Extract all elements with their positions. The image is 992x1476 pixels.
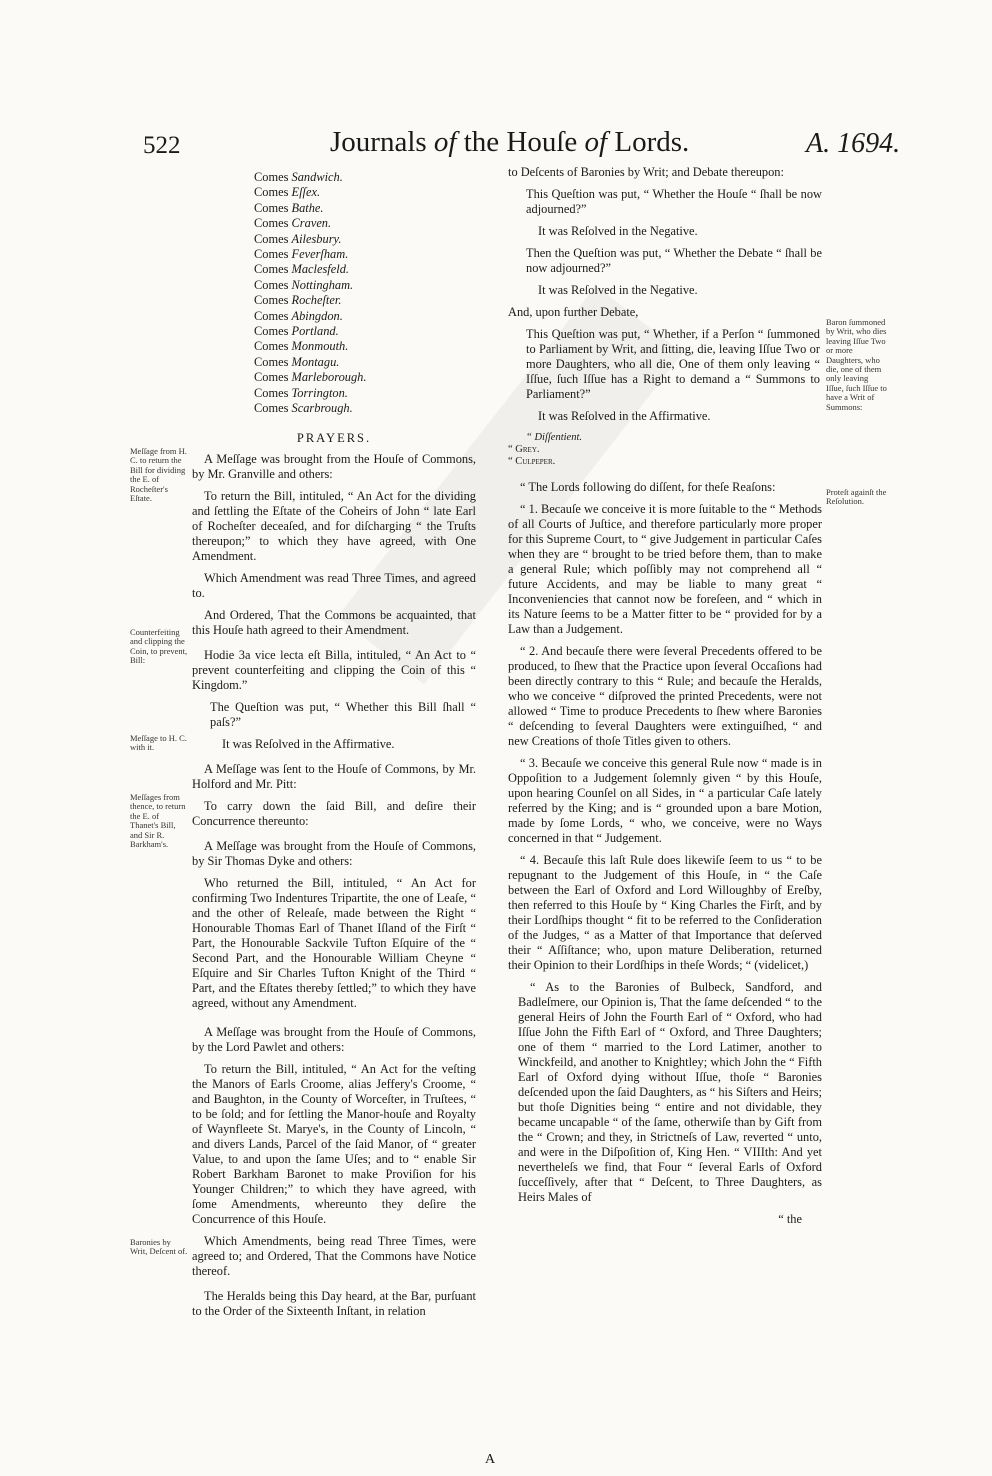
peer-title: Bathe. — [291, 200, 324, 215]
paragraph: A Meſſage was brought from the Houſe of Commons, by the Lord Pawlet and others: — [192, 1024, 476, 1054]
peer-entry — [192, 232, 476, 247]
peer-rank: Comes — [254, 216, 292, 231]
peer-entry — [192, 247, 476, 262]
peer-entry — [192, 293, 476, 308]
margin-note: Meſſage to H. C. with it. — [130, 733, 187, 753]
quoted-opinion: “ As to the Baronies of Bulbeck, Sandford, and Badleſmere, our Opinion is, That the ſame deſcended “ to the general Heirs of John the Fourth Earl of “ Oxford, who had Iſſue John the Fifth Earl of “ Oxford, and Three Daughters; one of them “ married to the Lord Latimer, another to Winckfeild, and another to Knightley; which John the “ Fifth Earl of Oxford dying without Iſſue, thoſe “ Baronies deſcended upon the ſaid Daughters, as “ his Siſters and Heirs; but thoſe Dignities being “ entire and not dividable, they became uncapable “ of the ſame, otherwiſe than by Gift from the “ Crown; and they, in Strictneſs of Law, reverted “ unto, and were in the Diſpoſition of, King Hen. “ VIIIth: And yet nevertheleſs we find, that Four “ ſeveral Earls of Oxford ſucceſſively, after that “ Deſcent, to Three Daughters, as Heirs Males of — [518, 980, 822, 1204]
title-part: Journals — [330, 126, 434, 158]
paragraph: To return the Bill, intituled, “ An Act for the dividing and ſettling the Eſtate of the Coheirs of John “ late Earl of Rocheſter deceaſed, and for diſcharging “ the Truſts thereupon;” to which they have agreed, with One Amendment. — [192, 488, 476, 563]
question: Then the Queſtion was put, “ Whether the Debate “ ſhall be now adjourned?” — [526, 246, 822, 275]
peer-title: Nottingham. — [291, 277, 354, 292]
page-number: 522 — [143, 132, 181, 159]
peer-entry — [192, 185, 476, 200]
peer-rank: Comes — [254, 401, 292, 416]
peer-rank: Comes — [254, 293, 292, 308]
peer-entry — [192, 324, 476, 339]
page-title — [330, 126, 689, 159]
paragraph: Which Amendment was read Three Times, and agreed to. — [192, 570, 476, 600]
peer-entry — [192, 309, 476, 324]
resolution: It was Reſolved in the Negative. — [538, 283, 698, 297]
title-part: Lords. — [607, 126, 690, 158]
peer-rank: Comes — [254, 385, 292, 400]
peer-rank: Comes — [254, 185, 292, 200]
right-column — [508, 165, 822, 1227]
dissent-name: “ Grey. — [508, 444, 540, 455]
resolution: It was Reſolved in the Negative. — [538, 224, 698, 238]
peer-rank: Comes — [254, 324, 292, 339]
margin-note: Meſſage from H. C. to return the Bill for dividing the E. of Rocheſter's Eſtate. — [130, 446, 187, 504]
peer-rank: Comes — [254, 354, 292, 369]
paragraph: to Deſcents of Baronies by Writ; and Debate thereupon: — [508, 165, 784, 179]
margin-note: Proteſt againſt the Reſolution. — [826, 487, 887, 507]
catchword: “ the — [778, 1212, 802, 1226]
peer-entry — [192, 401, 476, 416]
paragraph: A Meſſage was brought from the Houſe of Commons, by Sir Thomas Dyke and others: — [192, 838, 476, 868]
peer-title: Monmouth. — [291, 339, 349, 354]
peer-title: Rocheſter. — [291, 293, 342, 308]
resolution: It was Reſolved in the Affirmative. — [538, 409, 711, 423]
peer-entry — [192, 370, 476, 385]
title-part: of — [433, 126, 457, 158]
peer-entry — [192, 278, 476, 293]
peer-title: Marleborough. — [291, 370, 367, 385]
peer-rank: Comes — [254, 262, 292, 277]
peer-entry — [192, 262, 476, 277]
reason-paragraph: “ 4. Becauſe this laſt Rule does likewiſe ſeem to us “ to be repugnant to the Judgement of this Houſe, in “ the Caſe between the Earl of Oxford and Lord Willoughby of Ereſby, then referred to this Houſe by “ King Charles the Firſt, and by their Lordſhips thought “ fit to be referred to the Conſideration of the Judges, “ as a Matter of that Importance that deſerved their “ Aſſiſtance; who, upon mature Deliberation, returned their Opinion to their Lordſhips in theſe Words; “ (videlicet,) — [508, 853, 822, 972]
paragraph: To return the Bill, intituled, “ An Act for the veſting the Manors of Earls Croome, alias Jeffery's Croome, “ and Baughton, in the County of Worceſter, in Truſtees, “ to be ſold; and for ſettling the Manor-houſe and Royalty of Waynfleete St. Marye's, in the County of Lincoln, “ and divers Lands, Parcel of the ſaid Manor, of “ greater Value, to and upon the ſame Uſes; and to “ enable Sir Robert Barkham Baronet to make Proviſion for his Younger Children;” to which they have agreed, with ſome Amendments, whereunto they deſire the Concurrence of this Houſe. — [192, 1061, 476, 1226]
title-part: of — [584, 126, 608, 158]
paragraph: To carry down the ſaid Bill, and deſire their Concurrence thereunto: — [192, 798, 476, 828]
page-year: A. 1694. — [806, 128, 901, 159]
peer-title: Ailesbury. — [291, 231, 342, 246]
peer-rank: Comes — [254, 170, 292, 184]
title-part: the — [456, 126, 507, 158]
margin-note: Counterfeiting and clipping the Coin, to prevent, Bill: — [130, 627, 188, 666]
peer-rank: Comes — [254, 308, 292, 323]
paragraph: Hodie 3a vice lecta eſt Billa, intituled, “ An Act to “ prevent counterfeiting and clipping the Coin of this “ Kingdom.” — [192, 647, 476, 692]
reason-paragraph: “ 2. And becauſe there were ſeveral Precedents offered to be produced, to ſhew that the Practice upon ſeveral Occaſions had been directly contrary to this “ Rule; and becauſe the Heralds, who we conceive “ diſproved the printed Precedents, were not allowed “ Time to produce Precedents to ſhew where Baronies “ deſcending to ſeveral Daughters were extinguiſhed, “ and new Creations of thoſe Titles given to others. — [508, 644, 822, 748]
peer-entry — [192, 386, 476, 401]
paragraph: Who returned the Bill, intituled, “ An Act for confirming Two Indentures Tripartite, the one of Leaſe, “ and the other of Releaſe, made between the Right “ Honourable Thomas Earl of Thanet Iſland of the Firſt “ Part, the Honourable Sackvile Tufton Eſquire of the “ Second Part, and the Honourable William Cheyne “ Eſquire and Sir Charles Tufton Knight of the Third “ Part, and the Eſtates thereby ſettled;” to which they have agreed, without any Amendment. — [192, 875, 476, 1010]
prayers-heading: PRAYERS. — [296, 430, 372, 445]
margin-note: Meſſages from thence, to return the E. of Thanet's Bill, and Sir R. Barkham's. — [130, 792, 186, 850]
paragraph: “ The Lords following do diſſent, for theſe Reaſons: — [520, 480, 776, 494]
peer-entry — [192, 201, 476, 216]
peer-rank: Comes — [254, 247, 292, 262]
paragraph: A Meſſage was brought from the Houſe of Commons, by Mr. Granville and others: — [192, 451, 476, 481]
peer-entry — [192, 355, 476, 370]
margin-note: Baron ſummoned by Writ, who dies leaving Iſſue Two or more Daughters, who die, one of them only leaving Iſſue, ſuch Iſſue to have a Writ of Summons: — [826, 317, 887, 412]
paragraph: And, upon further Debate, — [508, 305, 639, 319]
paragraph: And Ordered, That the Commons be acquainted, that this Houſe hath agreed to their Amendment. — [192, 607, 476, 637]
question: The Queſtion was put, “ Whether this Bill ſhall “ paſs?” — [210, 699, 476, 729]
peer-title: Craven. — [291, 216, 332, 231]
peer-entry — [192, 339, 476, 354]
dissent-heading: “ Diſſentient. — [526, 432, 582, 443]
peer-title: Eſſex. — [291, 185, 321, 200]
peer-title: Montagu. — [291, 354, 340, 369]
reason-paragraph: “ 1. Becauſe we conceive it is more ſuitable to the “ Methods of all Courts of Juſtice, and therefore particularly more proper for this Supreme Court, to “ give Judgement in particular Caſes when they are “ brought to be tried before them, than to make a general Rule; which poſſibly may not comprehend all “ future Accidents, and may be liable to many great “ Inconveniencies that cannot now be foreſeen, and “ which in its Nature ſeems to be a Matter fitter to be “ provided for by a Law than a Judgement. — [508, 502, 822, 636]
paragraph: Which Amendments, being read Three Times, were agreed to; and Ordered, That the Commons have Notice thereof. — [192, 1233, 476, 1278]
resolution: It was Reſolved in the Affirmative. — [222, 736, 395, 751]
question: This Queſtion was put, “ Whether the Houſe “ ſhall be now adjourned?” — [526, 187, 822, 216]
margin-note: Baronies by Writ, Deſcent of. — [130, 1237, 188, 1257]
peer-rank: Comes — [254, 277, 292, 292]
peer-rank: Comes — [254, 200, 292, 215]
title-part — [577, 126, 584, 158]
left-column — [192, 170, 476, 1326]
question: This Queſtion was put, “ Whether, if a Perſon “ ſummoned to Parliament by Writ, and ſitting, die, leaving Iſſue Two or more Daughters, who all die, One of them only leaving “ Iſſue, ſuch Iſſue has a Right to demand a “ Summons to Parliament?” — [526, 327, 820, 401]
reason-paragraph: “ 3. Becauſe we conceive this general Rule now “ made is in Oppoſition to a Judgement ſolemnly given “ by this Houſe, upon hearing Counſel on all Sides, in “ a particular Caſe lately referred by the King; and is “ grounded upon a bare Motion, made by ſome Lords, “ who, we conceive, were no Ways concerned in that “ Judgement. — [508, 756, 822, 845]
peer-rank: Comes — [254, 231, 292, 246]
paragraph: The Heralds being this Day heard, at the Bar, purſuant to the Order of the Sixteenth Inſtant, in relation — [192, 1288, 476, 1318]
signature-mark: A — [485, 1452, 496, 1467]
dissent-name: “ Culpeper. — [508, 456, 556, 467]
peer-entry — [192, 216, 476, 231]
peer-rank: Comes — [254, 370, 292, 385]
peer-rank: Comes — [254, 339, 292, 354]
peer-title: Feverſham. — [291, 247, 349, 262]
peer-title: Portland. — [291, 324, 339, 339]
title-part: Houſe — [506, 126, 578, 158]
peer-title: Scarbrough. — [291, 401, 353, 416]
peer-entry — [192, 170, 476, 185]
peers-list — [192, 170, 476, 417]
dissent-block — [508, 432, 822, 468]
peer-title: Maclesfeld. — [291, 262, 349, 277]
peer-title: Abingdon. — [291, 308, 343, 323]
paragraph: A Meſſage was ſent to the Houſe of Commons, by Mr. Holford and Mr. Pitt: — [192, 761, 476, 791]
peer-title: Sandwich. — [291, 170, 343, 184]
peer-title: Torrington. — [291, 385, 348, 400]
